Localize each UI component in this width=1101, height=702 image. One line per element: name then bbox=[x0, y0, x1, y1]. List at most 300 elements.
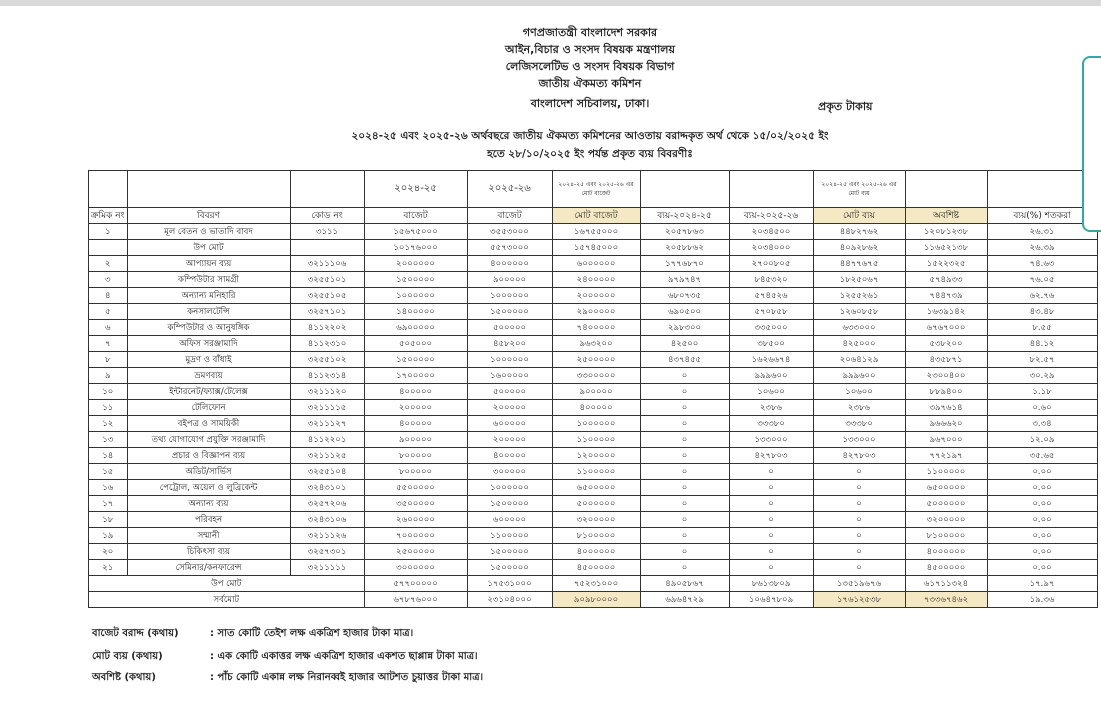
table-cell: ৯৯৯৬০০ bbox=[729, 368, 813, 384]
table-cell: ৭৬.০৫ bbox=[987, 272, 1097, 288]
table-cell: ৫৫৭৩০০০ bbox=[467, 240, 552, 256]
column-header: ব্যয়-২০২৪-২৫ bbox=[640, 208, 729, 224]
table-cell: ৩২৪৩১০১ bbox=[290, 480, 364, 496]
table-cell: ১৭৫৩১০০০ bbox=[467, 576, 552, 592]
table-cell: তথ্য যোগাযোগ প্রযুক্তি সরঞ্জামাদি bbox=[127, 432, 290, 448]
table-cell: ৯০০০০০ bbox=[364, 432, 467, 448]
table-cell: ১৫০০০০০ bbox=[467, 304, 552, 320]
column-header: বিবরণ bbox=[127, 208, 290, 224]
table-cell: ৩৫৫৩০০০ bbox=[467, 224, 552, 240]
table-cell: ১০৬০০ bbox=[813, 384, 905, 400]
table-cell: ৩২৫৭৩০১ bbox=[290, 544, 364, 560]
table-cell: ১৬৭৫৫০০০ bbox=[552, 224, 640, 240]
table-cell: ৮২.৫৭ bbox=[987, 352, 1097, 368]
table-row bbox=[89, 512, 1098, 528]
table-cell: ৩২৫৭১০১ bbox=[290, 304, 364, 320]
table-cell: ১৮২৫০৬৭ bbox=[813, 272, 905, 288]
table-cell: ৮০০০০০ bbox=[364, 448, 467, 464]
table-cell: ২৩৮৬ bbox=[729, 400, 813, 416]
table-cell: ৫৫০০০০০ bbox=[364, 480, 467, 496]
footer-text: : এক কোটি একাত্তর লক্ষ একত্রিশ হাজার একশত ছাপ্পান্ন টাকা মাত্র। bbox=[210, 651, 478, 662]
table-cell: ১০ bbox=[89, 384, 128, 400]
table-cell: ৭৫২৩১০০০ bbox=[552, 576, 640, 592]
table-cell: ২০০০০০ bbox=[364, 400, 467, 416]
table-cell: ১৩ bbox=[89, 432, 128, 448]
table-cell: ৫৭০৮৫৮ bbox=[729, 304, 813, 320]
table-row bbox=[89, 320, 1098, 336]
table-row bbox=[89, 560, 1098, 576]
footer-line bbox=[92, 649, 478, 666]
table-cell: সম্মানী bbox=[127, 528, 290, 544]
header-total-exp-note: ২০২৪-২৫ এবং ২০২৫-২৬ এর মোট ব্যয় bbox=[813, 171, 905, 208]
table-cell: ৩২৫৫১০১ bbox=[290, 272, 364, 288]
table-cell: ২০৩৪০০০ bbox=[729, 240, 813, 256]
table-cell: ১৬ bbox=[89, 480, 128, 496]
table-cell: ০ bbox=[729, 480, 813, 496]
table-cell: ৯৬৩২০০ bbox=[552, 336, 640, 352]
table-cell: ৬৫০০০০০ bbox=[905, 480, 987, 496]
table-cell: ০ bbox=[813, 480, 905, 496]
table-cell: ২০ bbox=[89, 544, 128, 560]
table-row bbox=[89, 288, 1098, 304]
header-fy-2024-25: ২০২৪-২৫ bbox=[364, 171, 467, 208]
table-row bbox=[89, 384, 1098, 400]
header-blank bbox=[729, 171, 813, 208]
table-cell: ০ bbox=[729, 560, 813, 576]
table-cell: ৩৫০০০০০ bbox=[364, 496, 467, 512]
table-cell: ১০০০০০০ bbox=[467, 480, 552, 496]
table-cell: ০ bbox=[640, 384, 729, 400]
table-cell: ৩২৪৩১০৬ bbox=[290, 512, 364, 528]
table-cell: ০.৬০ bbox=[987, 400, 1097, 416]
table-cell: ৩২১১১২৭ bbox=[290, 416, 364, 432]
table-row bbox=[89, 368, 1098, 384]
table-cell: ৯০৯৮০০০০ bbox=[552, 592, 640, 608]
group-header-row bbox=[89, 171, 1098, 208]
table-cell: ২০৩৪৫০০ bbox=[729, 224, 813, 240]
table-cell: উপ মোট bbox=[89, 576, 365, 592]
header-blank bbox=[89, 171, 128, 208]
table-cell: ০.০০ bbox=[987, 496, 1097, 512]
table-cell: ৫৭৪৯৩৩ bbox=[905, 272, 987, 288]
table-cell: ২৫০০০০০ bbox=[364, 544, 467, 560]
table-cell: ১ bbox=[89, 224, 128, 240]
table-row bbox=[89, 240, 1098, 256]
table-cell: ৩৯৭৬১৪ bbox=[905, 400, 987, 416]
table-cell: ৪৫০০০০০ bbox=[905, 560, 987, 576]
table-cell: ০ bbox=[640, 416, 729, 432]
table-cell: ৮.৫৫ bbox=[987, 320, 1097, 336]
table-cell: ৯৯৯৬০০ bbox=[813, 368, 905, 384]
table-cell: ২০০০০০০ bbox=[364, 256, 467, 272]
table-cell: ৬০০০০০ bbox=[467, 416, 552, 432]
grand-total-row bbox=[89, 592, 1098, 608]
table-cell: বইপত্র ও সাময়িকী bbox=[127, 416, 290, 432]
table-cell: ৪৪.১২ bbox=[987, 336, 1097, 352]
table-cell: ৭৪.৬৩ bbox=[987, 256, 1097, 272]
table-cell: ৩২৫৫১০৫ bbox=[290, 288, 364, 304]
table-cell: ১৫০০০০০ bbox=[467, 544, 552, 560]
footer-line bbox=[92, 670, 483, 687]
table-cell: সর্বমোট bbox=[89, 592, 365, 608]
table-cell: টেলিফোন bbox=[127, 400, 290, 416]
table-cell: ৫০০০০০ bbox=[467, 384, 552, 400]
table-cell: ৪৪৭৭৬৭৫ bbox=[813, 256, 905, 272]
table-cell: ১২০৮১২৩৮ bbox=[905, 224, 987, 240]
table-cell: ৩২১১১০৬ bbox=[290, 256, 364, 272]
table-cell: ৬০০০০০ bbox=[467, 512, 552, 528]
table-cell: ৭ bbox=[89, 336, 128, 352]
table-cell: চিকিৎসা ব্যয় bbox=[127, 544, 290, 560]
table-cell: ৩৩৩৮০ bbox=[729, 416, 813, 432]
table-cell: ৪২৭৮০৩ bbox=[729, 448, 813, 464]
table-row bbox=[89, 448, 1098, 464]
table-cell: ৫০০০০০০ bbox=[552, 496, 640, 512]
table-cell: ১২০০০০০ bbox=[552, 448, 640, 464]
table-cell: ৪০০০০০০ bbox=[467, 256, 552, 272]
table-cell: ০ bbox=[640, 448, 729, 464]
table-cell: ১৫৭৪৫০০০ bbox=[552, 240, 640, 256]
table-cell: ০.০০ bbox=[987, 480, 1097, 496]
table-cell: ৪ bbox=[89, 288, 128, 304]
table-cell: ০.০০ bbox=[987, 560, 1097, 576]
column-header-row bbox=[89, 208, 1098, 224]
column-header: বাজেট bbox=[364, 208, 467, 224]
header-total-budget-note: ২০২৪-২৫ এবং ২০২৫-২৬ এর মোট বাজেট bbox=[552, 171, 640, 208]
column-header: ক্রমিক নং bbox=[89, 208, 128, 224]
table-cell: ৫ bbox=[89, 304, 128, 320]
table-cell: ১১০০০০০ bbox=[905, 464, 987, 480]
table-cell: ১০৬০০ bbox=[729, 384, 813, 400]
subtitle-line: ২০২৪-২৫ এবং ২০২৫-২৬ অর্থবছরে জাতীয় ঐকমত্য কমিশনের আওতায় বরাদ্দকৃত অর্থ থেকে ১৫/০২/২০২৫ ইং bbox=[351, 130, 829, 142]
table-cell: ৬৯৬৪৭২৯ bbox=[640, 592, 729, 608]
table-cell: ৬১৭১১৩২৪ bbox=[905, 576, 987, 592]
table-cell: ০ bbox=[813, 496, 905, 512]
footer-label: মোট ব্যয় (কথায়) bbox=[92, 651, 163, 662]
column-header: কোড নং bbox=[290, 208, 364, 224]
table-cell: ১২৬০৮৫৮ bbox=[813, 304, 905, 320]
table-cell: ৫০৫০০০ bbox=[364, 336, 467, 352]
table-cell: ৩৩০০০০০ bbox=[552, 368, 640, 384]
callout-box bbox=[1082, 56, 1101, 232]
table-row bbox=[89, 336, 1098, 352]
table-cell: ৫৭৭০০০০০ bbox=[364, 576, 467, 592]
table-cell: ২৬.৩৯ bbox=[987, 240, 1097, 256]
table-cell: ৩০০০০০০ bbox=[364, 560, 467, 576]
table-row bbox=[89, 224, 1098, 240]
table-cell: ০ bbox=[729, 512, 813, 528]
table-cell: ৫০০০০০০ bbox=[905, 496, 987, 512]
table-cell: ৩২৫৫১০৪ bbox=[290, 464, 364, 480]
table-cell: ২৩১০৪০০০ bbox=[467, 592, 552, 608]
table-cell: প্রচার ও বিজ্ঞাপন ব্যয় bbox=[127, 448, 290, 464]
table-cell: ২৯৮৩০০ bbox=[640, 320, 729, 336]
table-cell: ৪১১২২০১ bbox=[290, 432, 364, 448]
subtitle-line: হতে ২৮/১০/২০২৫ ইং পর্যন্ত প্রকৃত ব্যয় বিবরণীঃ bbox=[487, 148, 693, 160]
table-cell: কম্পিউটার সামগ্রী bbox=[127, 272, 290, 288]
table-cell: ১৫০০০০০ bbox=[467, 496, 552, 512]
table-cell: ১১০০০০০ bbox=[467, 528, 552, 544]
table-cell: ১৬০০০০০ bbox=[467, 368, 552, 384]
table-cell: পেট্রোল, অয়েল ও লুব্রিকেন্ট bbox=[127, 480, 290, 496]
column-header: অবশিষ্ট bbox=[905, 208, 987, 224]
table-cell: ৪০০০০০০ bbox=[905, 544, 987, 560]
table-row bbox=[89, 256, 1098, 272]
table-cell: ০ bbox=[640, 432, 729, 448]
column-header: ব্যয়(%) শতকরা bbox=[987, 208, 1097, 224]
table-cell: ০.০০ bbox=[987, 544, 1097, 560]
header-line: আইন,বিচার ও সংসদ বিষয়ক মন্ত্রণালয় bbox=[505, 43, 675, 56]
header-line: জাতীয় ঐকমত্য কমিশন bbox=[538, 77, 642, 90]
expenditure-table bbox=[88, 170, 1098, 608]
table-cell: ১৭.৯৭ bbox=[987, 576, 1097, 592]
table-cell: ৮৮৯৪০০ bbox=[905, 384, 987, 400]
column-header: মোট ব্যয় bbox=[813, 208, 905, 224]
table-cell: অন্যান্য ব্যয় bbox=[127, 496, 290, 512]
table-cell: ৩৫.৬৫ bbox=[987, 448, 1097, 464]
table-row bbox=[89, 528, 1098, 544]
header-line: লেজিসলেটিভ ও সংসদ বিষয়ক বিভাগ bbox=[505, 60, 675, 73]
table-cell: ৩২১১১১১ bbox=[290, 560, 364, 576]
table-cell: ২ bbox=[89, 256, 128, 272]
table-cell: ৯৭৯৭৪৭ bbox=[640, 272, 729, 288]
subtotal-row bbox=[89, 576, 1098, 592]
table-cell: ৩০.২৯ bbox=[987, 368, 1097, 384]
table-cell: ০ bbox=[813, 512, 905, 528]
table-cell: ০ bbox=[640, 528, 729, 544]
table-cell: ০ bbox=[640, 560, 729, 576]
table-cell: ৩২৫৫১০২ bbox=[290, 352, 364, 368]
column-header: বাজেট bbox=[467, 208, 552, 224]
table-cell: ৬৫০০০০০ bbox=[552, 480, 640, 496]
table-cell: ৩২০০০০০ bbox=[905, 512, 987, 528]
table-cell: ৩৮৫০০ bbox=[729, 336, 813, 352]
table-cell: অফিস সরঞ্জামাদি bbox=[127, 336, 290, 352]
table-cell: ৭৭২১৯৭ bbox=[905, 448, 987, 464]
table-cell: ২০০০০০০ bbox=[552, 288, 640, 304]
table-cell bbox=[89, 240, 128, 256]
table-cell: ০ bbox=[729, 464, 813, 480]
footer-label: অবশিষ্ট (কথায়) bbox=[92, 672, 156, 683]
table-cell: ১২.০৯ bbox=[987, 432, 1097, 448]
table-cell: ইন্টারনেট/ফ্যাক্স/টেলেক্স bbox=[127, 384, 290, 400]
table-cell: ৮৪৫৩২০ bbox=[729, 272, 813, 288]
table-cell: ৬৯০০০০০ bbox=[364, 320, 467, 336]
table-cell: ৩৩৩৮০ bbox=[813, 416, 905, 432]
table-cell: ০ bbox=[640, 368, 729, 384]
table-cell: ১৬২৬৬৭৪ bbox=[729, 352, 813, 368]
table-cell: ৯৬৭০০০ bbox=[905, 432, 987, 448]
table-cell: ৮১০০০০০ bbox=[905, 528, 987, 544]
table-cell: ১৫২২৩২৫ bbox=[905, 256, 987, 272]
table-cell: ৭৩৩৬৭৪৬২ bbox=[905, 592, 987, 608]
table-cell: ৮১০০০০০ bbox=[552, 528, 640, 544]
table-cell: ১৩৫১৯৬৭৬ bbox=[813, 576, 905, 592]
table-cell: ৯০০০০০ bbox=[467, 272, 552, 288]
table-cell: ০ bbox=[813, 544, 905, 560]
table-cell: ৩১১১ bbox=[290, 224, 364, 240]
table-cell: ৪২৭৮০৩ bbox=[813, 448, 905, 464]
table-cell: উপ মোট bbox=[127, 240, 290, 256]
top-bar bbox=[0, 0, 1101, 6]
header-blank bbox=[127, 171, 290, 208]
table-cell: ৩ bbox=[89, 272, 128, 288]
header-fy-2025-26: ২০২৫-২৬ bbox=[467, 171, 552, 208]
table-cell: ১৬৩৯১৪২ bbox=[905, 304, 987, 320]
header-line: বাংলাদেশ সচিবালয়, ঢাকা। bbox=[530, 97, 650, 110]
table-cell: ৪০৯২৮৬২ bbox=[813, 240, 905, 256]
table-cell: ৪১১২৩১০ bbox=[290, 336, 364, 352]
table-cell: ১৪০০০০০ bbox=[364, 304, 467, 320]
table-cell: ২৫০০০০০ bbox=[552, 352, 640, 368]
column-header: মোট বাজেট bbox=[552, 208, 640, 224]
table-cell: ১২ bbox=[89, 416, 128, 432]
table-cell: ০ bbox=[813, 528, 905, 544]
table-cell: ৫৩৮২০০ bbox=[905, 336, 987, 352]
table-cell: অন্যান্য মনিহারি bbox=[127, 288, 290, 304]
header-line: গণপ্রজাতন্ত্রী বাংলাদেশ সরকার bbox=[522, 26, 658, 39]
table-cell: ১৫৬৭৫০০০ bbox=[364, 224, 467, 240]
table-cell: ০ bbox=[640, 496, 729, 512]
table-cell: ২৬.৩১ bbox=[987, 224, 1097, 240]
table-cell: ১৯ bbox=[89, 528, 128, 544]
table-cell: ১৭ bbox=[89, 496, 128, 512]
table-cell: ০.০০ bbox=[987, 464, 1097, 480]
table-cell: ১৪ bbox=[89, 448, 128, 464]
table-cell: ১৩৩০০০ bbox=[813, 432, 905, 448]
table-cell: ৪৫৮২০০ bbox=[467, 336, 552, 352]
table-cell: ৪৫০০০০০ bbox=[552, 560, 640, 576]
table-cell: ২০০০০০ bbox=[467, 432, 552, 448]
table-cell: ৪০০০০০ bbox=[364, 384, 467, 400]
table-cell: ০.০০ bbox=[987, 512, 1097, 528]
table-cell: ০ bbox=[813, 464, 905, 480]
table-cell: ১৯.৩৬ bbox=[987, 592, 1097, 608]
table-cell: ০ bbox=[640, 512, 729, 528]
footer-text: : সাত কোটি তেইশ লক্ষ একত্রিশ হাজার টাকা মাত্র। bbox=[210, 628, 414, 639]
table-cell: অডিট/সার্ভিস bbox=[127, 464, 290, 480]
table-cell: ৩২৫৭২০৬ bbox=[290, 496, 364, 512]
currency-unit: প্রকৃত টাকায় bbox=[818, 100, 873, 113]
table-cell: ১২৫৫২৬১ bbox=[813, 288, 905, 304]
table-cell: ৪৩.৪৮ bbox=[987, 304, 1097, 320]
table-cell: ১০০০০০০ bbox=[364, 288, 467, 304]
table-row bbox=[89, 272, 1098, 288]
header-blank bbox=[905, 171, 987, 208]
table-cell: ৯ bbox=[89, 368, 128, 384]
table-cell: ১০০০০০০ bbox=[467, 288, 552, 304]
table-cell: ১০০০০০০ bbox=[552, 416, 640, 432]
table-cell: ২৩০০৪০০ bbox=[905, 368, 987, 384]
table-cell: ৭৪০০০০০ bbox=[552, 320, 640, 336]
table-cell: ৩২১১১২৫ bbox=[290, 448, 364, 464]
header-blank bbox=[987, 171, 1097, 208]
table-cell: ৪৪৮২৭৬২ bbox=[813, 224, 905, 240]
table-cell: ০ bbox=[729, 528, 813, 544]
table-cell: ২৭০০৮০৫ bbox=[729, 256, 813, 272]
table-cell: ৪০০০০০ bbox=[364, 416, 467, 432]
table-cell bbox=[290, 240, 364, 256]
table-cell: ৪২৫০০০ bbox=[813, 336, 905, 352]
table-cell: আপ্যায়ন ব্যয় bbox=[127, 256, 290, 272]
table-cell: ৩.৩৪ bbox=[987, 416, 1097, 432]
table-cell: ৭৪৪৭৩৯ bbox=[905, 288, 987, 304]
table-cell: ২০৫৮৮৬২ bbox=[640, 240, 729, 256]
table-cell: ১১৬৫২১৩৮ bbox=[905, 240, 987, 256]
table-cell: ১৫০০০০০ bbox=[364, 272, 467, 288]
table-cell: কম্পিউটার ও আনুষঙ্গিক bbox=[127, 320, 290, 336]
table-cell: ১৭৭৬৮৭০ bbox=[640, 256, 729, 272]
table-cell: মূল বেতন ও ভাতাদি বাবদ bbox=[127, 224, 290, 240]
table-cell: ২১ bbox=[89, 560, 128, 576]
table-cell: ১৫০০০০০ bbox=[364, 352, 467, 368]
table-row bbox=[89, 304, 1098, 320]
table-cell: ২৬০০০০০ bbox=[364, 512, 467, 528]
table-cell: ৬০০০০০০ bbox=[552, 256, 640, 272]
table-cell: ৩২১১১২০ bbox=[290, 384, 364, 400]
table-cell: ৩০০০০০ bbox=[467, 464, 552, 480]
table-row bbox=[89, 480, 1098, 496]
table-cell: ৪১১২৩১৪ bbox=[290, 368, 364, 384]
table-cell: ৪৩৭৪৫৫ bbox=[640, 352, 729, 368]
table-cell: ১১ bbox=[89, 400, 128, 416]
table-cell: ৮ bbox=[89, 352, 128, 368]
table-cell: ২০৬৪১২৯ bbox=[813, 352, 905, 368]
table-cell: ৪০০০০০ bbox=[467, 448, 552, 464]
table-cell: ১৫ bbox=[89, 464, 128, 480]
subtitle bbox=[280, 127, 900, 163]
table-cell: ৪৯০৫৮৬৭ bbox=[640, 576, 729, 592]
table-cell: ১৮ bbox=[89, 512, 128, 528]
table-row bbox=[89, 416, 1098, 432]
table-cell: ০ bbox=[640, 480, 729, 496]
table-row bbox=[89, 464, 1098, 480]
table-cell: কনসালটেন্সি bbox=[127, 304, 290, 320]
table-cell: ০ bbox=[640, 400, 729, 416]
table-cell: ৯৬৬৬২০ bbox=[905, 416, 987, 432]
table-cell: ভ্রমণব্যয় bbox=[127, 368, 290, 384]
table-cell: ০ bbox=[640, 464, 729, 480]
table-cell: ৫৭৪৫২৬ bbox=[729, 288, 813, 304]
table-cell: ৫০০০০০ bbox=[467, 320, 552, 336]
table-cell: ২৪০০০০০ bbox=[552, 272, 640, 288]
table-cell: ৬৮০৭৩৫ bbox=[640, 288, 729, 304]
column-header: ব্যয়-২০২৫-২৬ bbox=[729, 208, 813, 224]
footer-label: বাজেট বরাদ্দ (কথায়) bbox=[92, 628, 179, 639]
table-cell: ০ bbox=[729, 544, 813, 560]
footer-line bbox=[92, 626, 413, 643]
table-cell: ৩২০০০০০ bbox=[552, 512, 640, 528]
table-cell: ১৭৬১২৫৩৮ bbox=[813, 592, 905, 608]
table-cell: ১৫০০০০০ bbox=[467, 560, 552, 576]
footer-text: : পাঁচ কোটি একান্ন লক্ষ নিরানব্বই হাজার আটশত চুয়াত্তর টাকা মাত্র। bbox=[210, 672, 484, 683]
table-cell: ৮০০০০০ bbox=[364, 464, 467, 480]
table-cell: সেমিনার/কনফারেন্স bbox=[127, 560, 290, 576]
table-row bbox=[89, 352, 1098, 368]
table-cell: ১১০০০০০ bbox=[552, 464, 640, 480]
table-cell: ৪৩৫৮৭১ bbox=[905, 352, 987, 368]
table-cell: ৬৭৮৭৬০০০ bbox=[364, 592, 467, 608]
table-cell: ১.১৮ bbox=[987, 384, 1097, 400]
table-cell: ২০০০০০ bbox=[467, 400, 552, 416]
table-cell: ২৩৮৬ bbox=[813, 400, 905, 416]
table-cell: ২০৫৭৮৬৩ bbox=[640, 224, 729, 240]
table-cell: ১১০০০০০ bbox=[552, 432, 640, 448]
table-cell: ৩২১১১১৫ bbox=[290, 400, 364, 416]
table-cell: ৪০০০০০ bbox=[552, 400, 640, 416]
table-row bbox=[89, 432, 1098, 448]
table-cell: মুদ্রণ ও বাঁধাই bbox=[127, 352, 290, 368]
